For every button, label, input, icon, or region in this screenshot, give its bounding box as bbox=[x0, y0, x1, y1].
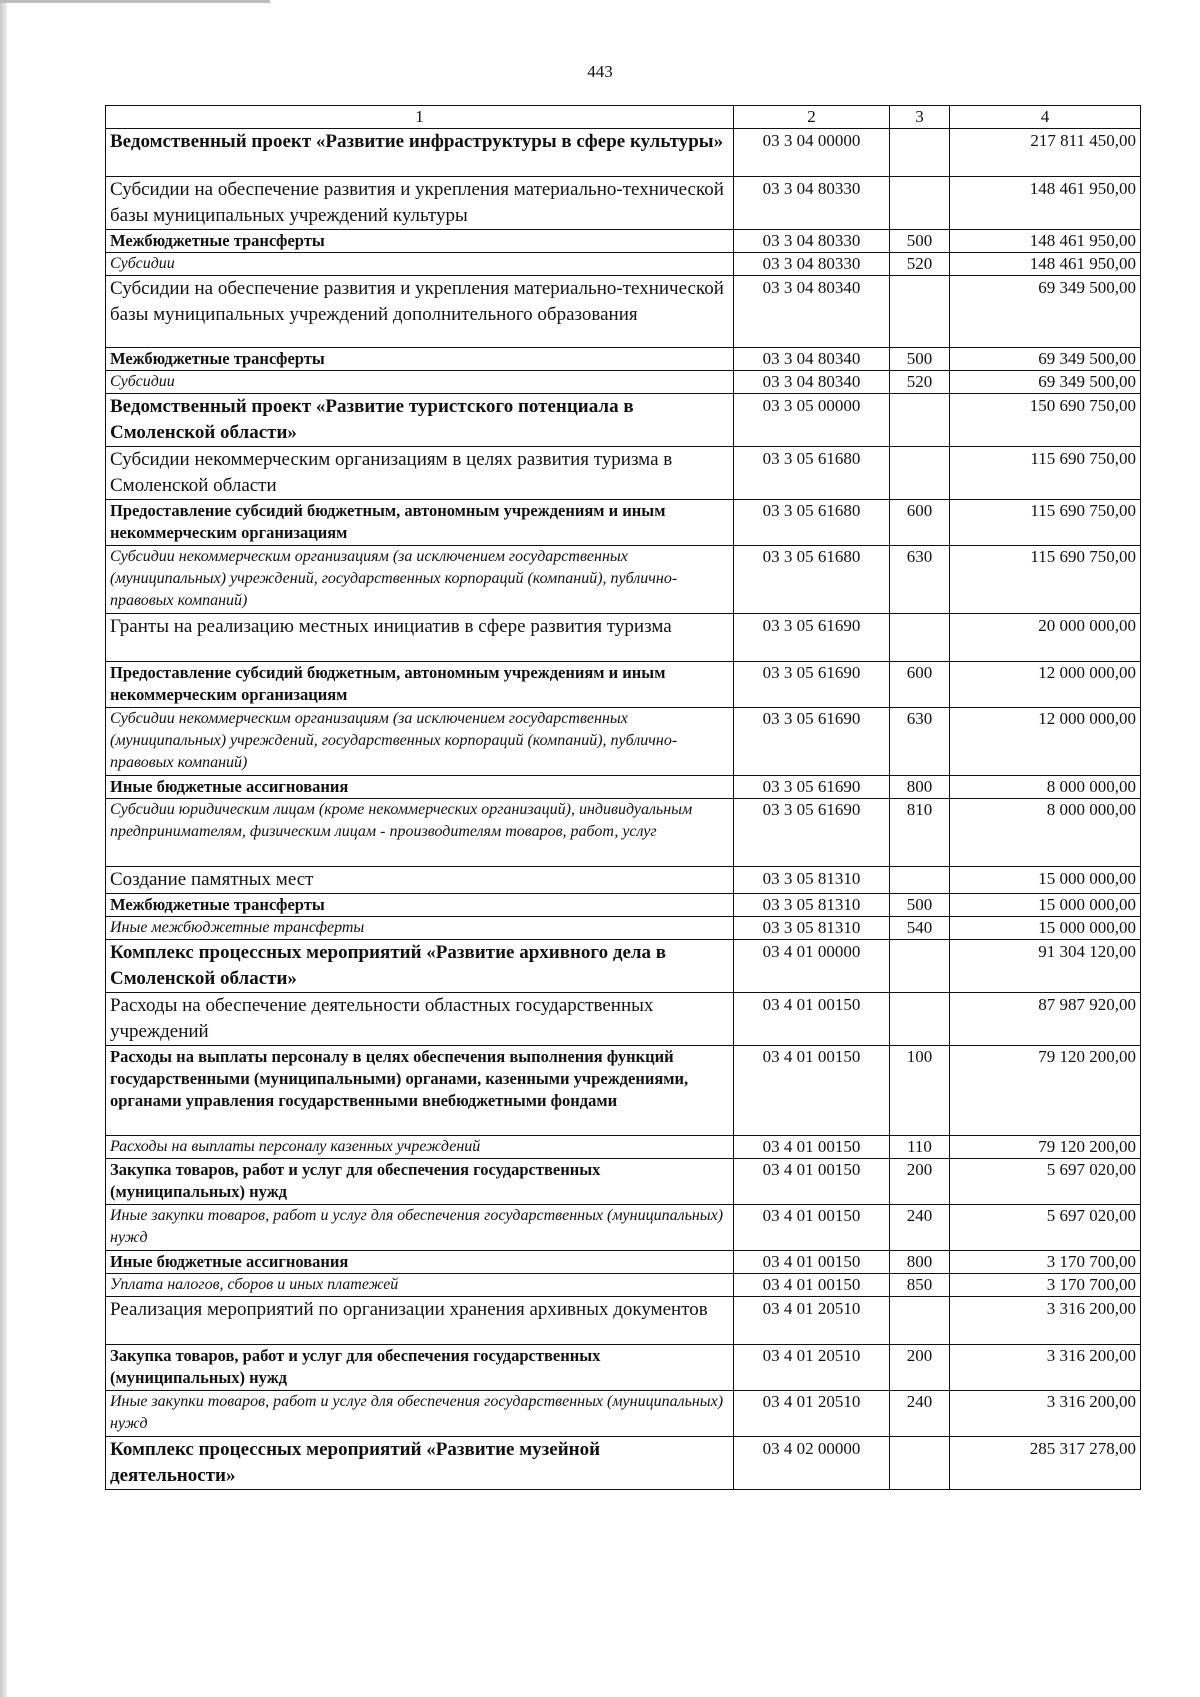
row-amount: 217 811 450,00 bbox=[950, 129, 1141, 177]
row-expense-type-code: 240 bbox=[890, 1391, 950, 1437]
table-row bbox=[106, 253, 1141, 276]
row-name: Межбюджетные трансферты bbox=[106, 894, 734, 917]
row-amount: 3 170 700,00 bbox=[950, 1251, 1141, 1274]
row-amount: 15 000 000,00 bbox=[950, 867, 1141, 894]
row-target-code: 03 4 01 00150 bbox=[734, 1251, 890, 1274]
table-row bbox=[106, 1274, 1141, 1297]
table-row bbox=[106, 917, 1141, 940]
row-target-code: 03 3 05 61690 bbox=[734, 799, 890, 867]
table-header-row bbox=[106, 106, 1141, 129]
table-row bbox=[106, 867, 1141, 894]
row-amount: 3 316 200,00 bbox=[950, 1391, 1141, 1437]
table-row bbox=[106, 177, 1141, 230]
column-header-4: 4 bbox=[950, 106, 1141, 129]
row-name: Субсидии на обеспечение развития и укрепления материально-технической базы муниципальных учреждений культуры bbox=[106, 177, 734, 230]
row-target-code: 03 3 05 81310 bbox=[734, 867, 890, 894]
row-expense-type-code: 600 bbox=[890, 662, 950, 708]
row-target-code: 03 3 04 80340 bbox=[734, 348, 890, 371]
row-expense-type-code: 630 bbox=[890, 546, 950, 614]
row-target-code: 03 4 01 00150 bbox=[734, 993, 890, 1046]
row-expense-type-code bbox=[890, 1437, 950, 1490]
table-row bbox=[106, 394, 1141, 447]
row-target-code: 03 4 01 00150 bbox=[734, 1205, 890, 1251]
row-expense-type-code: 500 bbox=[890, 230, 950, 253]
row-name: Иные закупки товаров, работ и услуг для обеспечения государственных (муниципальных) нужд bbox=[106, 1205, 734, 1251]
row-target-code: 03 3 05 61680 bbox=[734, 447, 890, 500]
row-target-code: 03 3 05 61680 bbox=[734, 500, 890, 546]
table-row bbox=[106, 1297, 1141, 1345]
row-name: Иные закупки товаров, работ и услуг для обеспечения государственных (муниципальных) нужд bbox=[106, 1391, 734, 1437]
row-expense-type-code bbox=[890, 447, 950, 500]
row-expense-type-code: 100 bbox=[890, 1046, 950, 1136]
row-name: Гранты на реализацию местных инициатив в сфере развития туризма bbox=[106, 614, 734, 662]
row-amount: 3 170 700,00 bbox=[950, 1274, 1141, 1297]
table-row bbox=[106, 276, 1141, 348]
row-amount: 5 697 020,00 bbox=[950, 1159, 1141, 1205]
row-amount: 148 461 950,00 bbox=[950, 177, 1141, 230]
row-amount: 69 349 500,00 bbox=[950, 276, 1141, 348]
table-row bbox=[106, 662, 1141, 708]
row-expense-type-code: 630 bbox=[890, 708, 950, 776]
row-amount: 12 000 000,00 bbox=[950, 708, 1141, 776]
row-name: Межбюджетные трансферты bbox=[106, 230, 734, 253]
row-name: Субсидии некоммерческим организациям в целях развития туризма в Смоленской области bbox=[106, 447, 734, 500]
row-target-code: 03 3 05 61690 bbox=[734, 776, 890, 799]
table-row bbox=[106, 776, 1141, 799]
row-expense-type-code: 810 bbox=[890, 799, 950, 867]
row-expense-type-code bbox=[890, 614, 950, 662]
row-expense-type-code: 850 bbox=[890, 1274, 950, 1297]
row-amount: 15 000 000,00 bbox=[950, 917, 1141, 940]
row-expense-type-code: 520 bbox=[890, 253, 950, 276]
table-row bbox=[106, 348, 1141, 371]
row-name: Комплекс процессных мероприятий «Развитие музейной деятельности» bbox=[106, 1437, 734, 1490]
row-expense-type-code bbox=[890, 940, 950, 993]
row-name: Субсидии на обеспечение развития и укрепления материально-технической базы муниципальных учреждений дополнительного образования bbox=[106, 276, 734, 348]
scan-top-line bbox=[0, 0, 270, 3]
row-target-code: 03 4 01 00150 bbox=[734, 1274, 890, 1297]
table-row bbox=[106, 1136, 1141, 1159]
row-amount: 8 000 000,00 bbox=[950, 776, 1141, 799]
row-target-code: 03 3 04 80330 bbox=[734, 253, 890, 276]
budget-table-body bbox=[106, 106, 1141, 1490]
table-row bbox=[106, 940, 1141, 993]
row-target-code: 03 3 04 80330 bbox=[734, 177, 890, 230]
table-row bbox=[106, 894, 1141, 917]
row-expense-type-code bbox=[890, 276, 950, 348]
scan-edge-shadow bbox=[0, 0, 7, 1697]
row-name: Уплата налогов, сборов и иных платежей bbox=[106, 1274, 734, 1297]
row-amount: 69 349 500,00 bbox=[950, 348, 1141, 371]
row-expense-type-code bbox=[890, 177, 950, 230]
row-target-code: 03 3 04 80330 bbox=[734, 230, 890, 253]
row-target-code: 03 3 05 61690 bbox=[734, 614, 890, 662]
table-row bbox=[106, 1391, 1141, 1437]
row-name: Создание памятных мест bbox=[106, 867, 734, 894]
row-expense-type-code: 600 bbox=[890, 500, 950, 546]
budget-table bbox=[105, 105, 1141, 1490]
row-expense-type-code: 500 bbox=[890, 894, 950, 917]
row-name: Субсидии юридическим лицам (кроме некоммерческих организаций), индивидуальным предпринимателям, физическим лицам - производителям товаров, работ, услуг bbox=[106, 799, 734, 867]
row-target-code: 03 4 01 00150 bbox=[734, 1046, 890, 1136]
table-row bbox=[106, 546, 1141, 614]
row-target-code: 03 3 05 61680 bbox=[734, 546, 890, 614]
row-amount: 3 316 200,00 bbox=[950, 1297, 1141, 1345]
row-expense-type-code: 500 bbox=[890, 348, 950, 371]
row-name: Расходы на обеспечение деятельности областных государственных учреждений bbox=[106, 993, 734, 1046]
row-amount: 115 690 750,00 bbox=[950, 447, 1141, 500]
row-target-code: 03 3 04 80340 bbox=[734, 371, 890, 394]
table-row bbox=[106, 708, 1141, 776]
table-row bbox=[106, 500, 1141, 546]
row-target-code: 03 4 01 20510 bbox=[734, 1345, 890, 1391]
row-name: Межбюджетные трансферты bbox=[106, 348, 734, 371]
row-name: Субсидии некоммерческим организациям (за исключением государственных (муниципальных) учреждений, государственных корпораций (компаний), публично-правовых компаний) bbox=[106, 546, 734, 614]
row-target-code: 03 3 05 61690 bbox=[734, 708, 890, 776]
row-amount: 12 000 000,00 bbox=[950, 662, 1141, 708]
row-name: Иные бюджетные ассигнования bbox=[106, 776, 734, 799]
row-amount: 69 349 500,00 bbox=[950, 371, 1141, 394]
row-target-code: 03 3 04 00000 bbox=[734, 129, 890, 177]
row-amount: 115 690 750,00 bbox=[950, 500, 1141, 546]
table-row bbox=[106, 993, 1141, 1046]
table-row bbox=[106, 230, 1141, 253]
column-header-1: 1 bbox=[106, 106, 734, 129]
page-number: 443 bbox=[587, 62, 613, 81]
row-expense-type-code bbox=[890, 129, 950, 177]
row-name: Ведомственный проект «Развитие туристского потенциала в Смоленской области» bbox=[106, 394, 734, 447]
row-name: Субсидии bbox=[106, 371, 734, 394]
row-target-code: 03 4 01 20510 bbox=[734, 1391, 890, 1437]
row-amount: 150 690 750,00 bbox=[950, 394, 1141, 447]
row-name: Предоставление субсидий бюджетным, автономным учреждениям и иным некоммерческим организациям bbox=[106, 500, 734, 546]
row-amount: 148 461 950,00 bbox=[950, 230, 1141, 253]
table-row bbox=[106, 1046, 1141, 1136]
row-expense-type-code bbox=[890, 993, 950, 1046]
row-expense-type-code: 520 bbox=[890, 371, 950, 394]
row-expense-type-code bbox=[890, 394, 950, 447]
row-amount: 15 000 000,00 bbox=[950, 894, 1141, 917]
column-header-3: 3 bbox=[890, 106, 950, 129]
row-target-code: 03 4 01 00000 bbox=[734, 940, 890, 993]
row-expense-type-code: 800 bbox=[890, 1251, 950, 1274]
table-row bbox=[106, 1251, 1141, 1274]
row-target-code: 03 3 04 80340 bbox=[734, 276, 890, 348]
row-amount: 5 697 020,00 bbox=[950, 1205, 1141, 1251]
row-name: Реализация мероприятий по организации хранения архивных документов bbox=[106, 1297, 734, 1345]
row-name: Субсидии bbox=[106, 253, 734, 276]
row-amount: 8 000 000,00 bbox=[950, 799, 1141, 867]
table-row bbox=[106, 799, 1141, 867]
row-expense-type-code: 240 bbox=[890, 1205, 950, 1251]
row-name: Иные межбюджетные трансферты bbox=[106, 917, 734, 940]
row-expense-type-code: 800 bbox=[890, 776, 950, 799]
row-amount: 87 987 920,00 bbox=[950, 993, 1141, 1046]
table-row bbox=[106, 614, 1141, 662]
row-amount: 91 304 120,00 bbox=[950, 940, 1141, 993]
row-amount: 115 690 750,00 bbox=[950, 546, 1141, 614]
table-row bbox=[106, 371, 1141, 394]
row-amount: 3 316 200,00 bbox=[950, 1345, 1141, 1391]
row-name: Иные бюджетные ассигнования bbox=[106, 1251, 734, 1274]
row-amount: 285 317 278,00 bbox=[950, 1437, 1141, 1490]
row-amount: 79 120 200,00 bbox=[950, 1136, 1141, 1159]
table-row bbox=[106, 1159, 1141, 1205]
row-expense-type-code: 540 bbox=[890, 917, 950, 940]
row-expense-type-code bbox=[890, 867, 950, 894]
row-target-code: 03 4 01 20510 bbox=[734, 1297, 890, 1345]
row-target-code: 03 3 05 61690 bbox=[734, 662, 890, 708]
table-row bbox=[106, 129, 1141, 177]
row-expense-type-code bbox=[890, 1297, 950, 1345]
row-expense-type-code: 200 bbox=[890, 1159, 950, 1205]
row-name: Предоставление субсидий бюджетным, автономным учреждениям и иным некоммерческим организациям bbox=[106, 662, 734, 708]
row-name: Ведомственный проект «Развитие инфраструктуры в сфере культуры» bbox=[106, 129, 734, 177]
table-row bbox=[106, 1345, 1141, 1391]
row-target-code: 03 4 02 00000 bbox=[734, 1437, 890, 1490]
row-name: Закупка товаров, работ и услуг для обеспечения государственных (муниципальных) нужд bbox=[106, 1159, 734, 1205]
table-row bbox=[106, 447, 1141, 500]
row-expense-type-code: 110 bbox=[890, 1136, 950, 1159]
row-target-code: 03 3 05 81310 bbox=[734, 894, 890, 917]
table-row bbox=[106, 1437, 1141, 1490]
table-row bbox=[106, 1205, 1141, 1251]
row-target-code: 03 4 01 00150 bbox=[734, 1159, 890, 1205]
row-name: Расходы на выплаты персоналу в целях обеспечения выполнения функций государственными (муниципальными) органами, казенными учреждениями, органами управления государственными внебюджетными фондами bbox=[106, 1046, 734, 1136]
row-target-code: 03 3 05 81310 bbox=[734, 917, 890, 940]
row-target-code: 03 3 05 00000 bbox=[734, 394, 890, 447]
row-amount: 148 461 950,00 bbox=[950, 253, 1141, 276]
row-target-code: 03 4 01 00150 bbox=[734, 1136, 890, 1159]
column-header-2: 2 bbox=[734, 106, 890, 129]
row-amount: 20 000 000,00 bbox=[950, 614, 1141, 662]
row-name: Субсидии некоммерческим организациям (за исключением государственных (муниципальных) учреждений, государственных корпораций (компаний), публично-правовых компаний) bbox=[106, 708, 734, 776]
row-name: Комплекс процессных мероприятий «Развитие архивного дела в Смоленской области» bbox=[106, 940, 734, 993]
row-amount: 79 120 200,00 bbox=[950, 1046, 1141, 1136]
row-name: Закупка товаров, работ и услуг для обеспечения государственных (муниципальных) нужд bbox=[106, 1345, 734, 1391]
row-name: Расходы на выплаты персоналу казенных учреждений bbox=[106, 1136, 734, 1159]
row-expense-type-code: 200 bbox=[890, 1345, 950, 1391]
